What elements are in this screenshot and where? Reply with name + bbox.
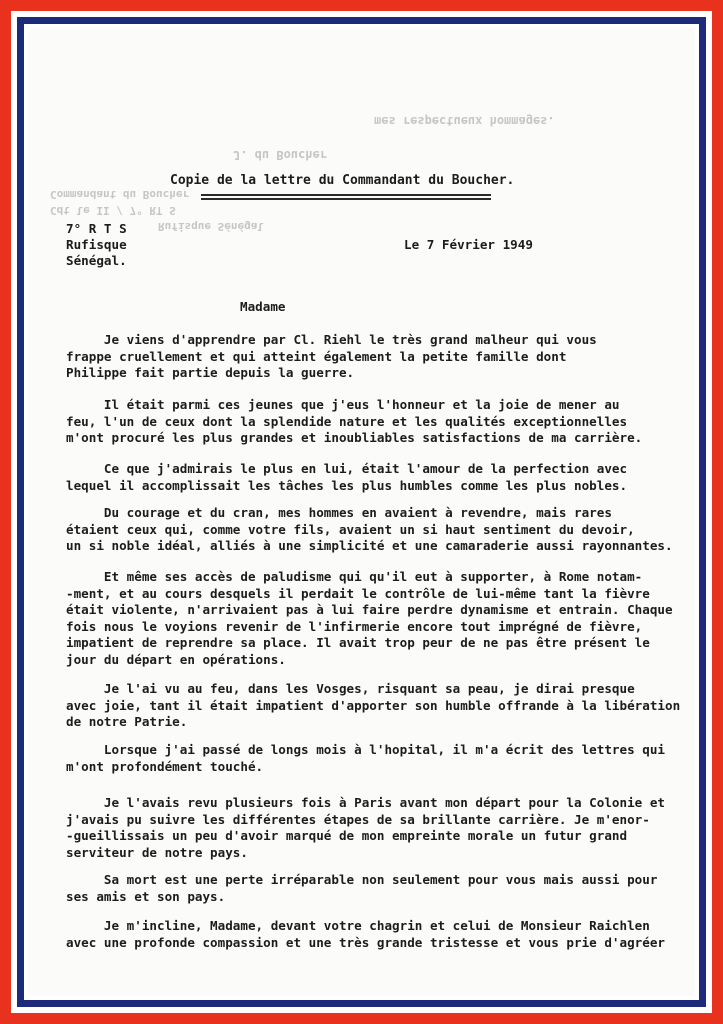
paragraph-line: Je viens d'apprendre par Cl. Riehl le très grand malheur qui vous — [66, 332, 597, 347]
sender-city: Rufisque — [66, 237, 127, 252]
sender-country: Sénégal. — [66, 253, 127, 268]
paragraph — [66, 918, 695, 951]
paragraph — [66, 332, 695, 382]
paragraph — [66, 461, 695, 494]
paragraph-line: Philippe fait partie depuis la guerre. — [66, 365, 355, 381]
paragraph-line: -gueillissais un peu d'avoir marqué de mon empreinte morale un futur grand — [66, 828, 628, 844]
paragraph-line: de notre Patrie. — [66, 714, 188, 730]
sender-unit: 7° R T S — [66, 221, 127, 236]
paragraph — [66, 569, 695, 669]
paragraph-line: Lorsque j'ai passé de longs mois à l'hopital, il m'a écrit des lettres qui — [66, 742, 665, 757]
paragraph-line: j'avais pu suivre les différentes étapes de sa brillante carrière. Je m'enor- — [66, 811, 650, 827]
paragraph-line: étaient ceux qui, comme votre fils, avaient un si haut sentiment du devoir, — [66, 521, 635, 537]
paragraph-line: Je l'ai vu au feu, dans les Vosges, risquant sa peau, je dirai presque — [66, 681, 635, 696]
paragraph-line: Je m'incline, Madame, devant votre chagrin et celui de Monsieur Raichlen — [66, 918, 650, 933]
paragraph — [66, 681, 695, 731]
paragraph-line: un si noble idéal, alliés à une simplicité et une camaraderie aussi rayonnantes. — [66, 538, 673, 554]
paragraph-line: lequel il accomplissait les tâches les plus humbles comme les plus nobles. — [66, 477, 628, 493]
letter-title: Copie de la lettre du Commandant du Boucher. — [170, 173, 515, 188]
show-through-line: Cdt le II / 7° RT S — [50, 204, 176, 217]
paragraph-line: Ce que j'admirais le plus en lui, était l'amour de la perfection avec — [66, 461, 628, 476]
paragraph-line: Il était parmi ces jeunes que j'eus l'honneur et la joie de mener au — [66, 397, 620, 412]
show-through-line: Commandant du Boucher — [50, 188, 190, 201]
paragraph-line: avec joie, tant il était impatient d'apporter son humble offrande à la libération — [66, 697, 681, 713]
paragraph-line: m'ont profondément touché. — [66, 758, 264, 774]
paragraph — [66, 742, 695, 775]
letter-page — [28, 28, 695, 996]
paragraph-line: serviteur de notre pays. — [66, 844, 248, 860]
paragraph-line: frappe cruellement et qui atteint également la petite famille dont — [66, 348, 567, 364]
title-underline — [201, 194, 491, 196]
paragraph-line: -ment, et au cours desquels il perdait le contrôle de lui-même tant la fièvre — [66, 585, 650, 601]
salutation: Madame — [240, 299, 286, 314]
paragraph-line: feu, l'un de ceux dont la splendide nature et les qualités exceptionnelles — [66, 413, 628, 429]
paragraph — [66, 397, 695, 447]
letter-date: Le 7 Février 1949 — [404, 237, 533, 252]
show-through-line: Rufisque Sénégal — [158, 220, 264, 233]
paragraph-line: jour du départ en opérations. — [66, 651, 286, 667]
paragraph-line: avec une profonde compassion et une très grande tristesse et vous prie d'agréer — [66, 934, 665, 950]
paragraph — [66, 505, 695, 555]
title-underline — [201, 198, 491, 200]
paragraph-line: Du courage et du cran, mes hommes en avaient à revendre, mais rares — [66, 505, 612, 520]
paragraph-line: m'ont procuré les plus grandes et inoubliables satisfactions de ma carrière. — [66, 430, 643, 446]
paragraph — [66, 795, 695, 861]
paragraph-line: Je l'avais revu plusieurs fois à Paris avant mon départ pour la Colonie et — [66, 795, 665, 810]
paragraph-line: était violente, n'arrivaient pas à lui faire perdre dynamisme et entrain. Chaque — [66, 602, 673, 618]
show-through-line: mes respectueux hommages. — [374, 114, 555, 128]
paragraph-line: Sa mort est une perte irréparable non seulement pour vous mais aussi pour — [66, 872, 658, 887]
paragraph-line: ses amis et son pays. — [66, 888, 226, 904]
show-through-line: J. du Boucher — [233, 148, 327, 162]
paragraph — [66, 872, 695, 905]
paragraph-line: impatient de reprendre sa place. Il avait trop peur de ne pas être présent le — [66, 635, 650, 651]
paragraph-line: Et même ses accès de paludisme qui qu'il eut à supporter, à Rome notam- — [66, 569, 643, 584]
paragraph-line: fois nous le voyions revenir de l'infirmerie encore tout imprégné de fièvre, — [66, 618, 643, 634]
